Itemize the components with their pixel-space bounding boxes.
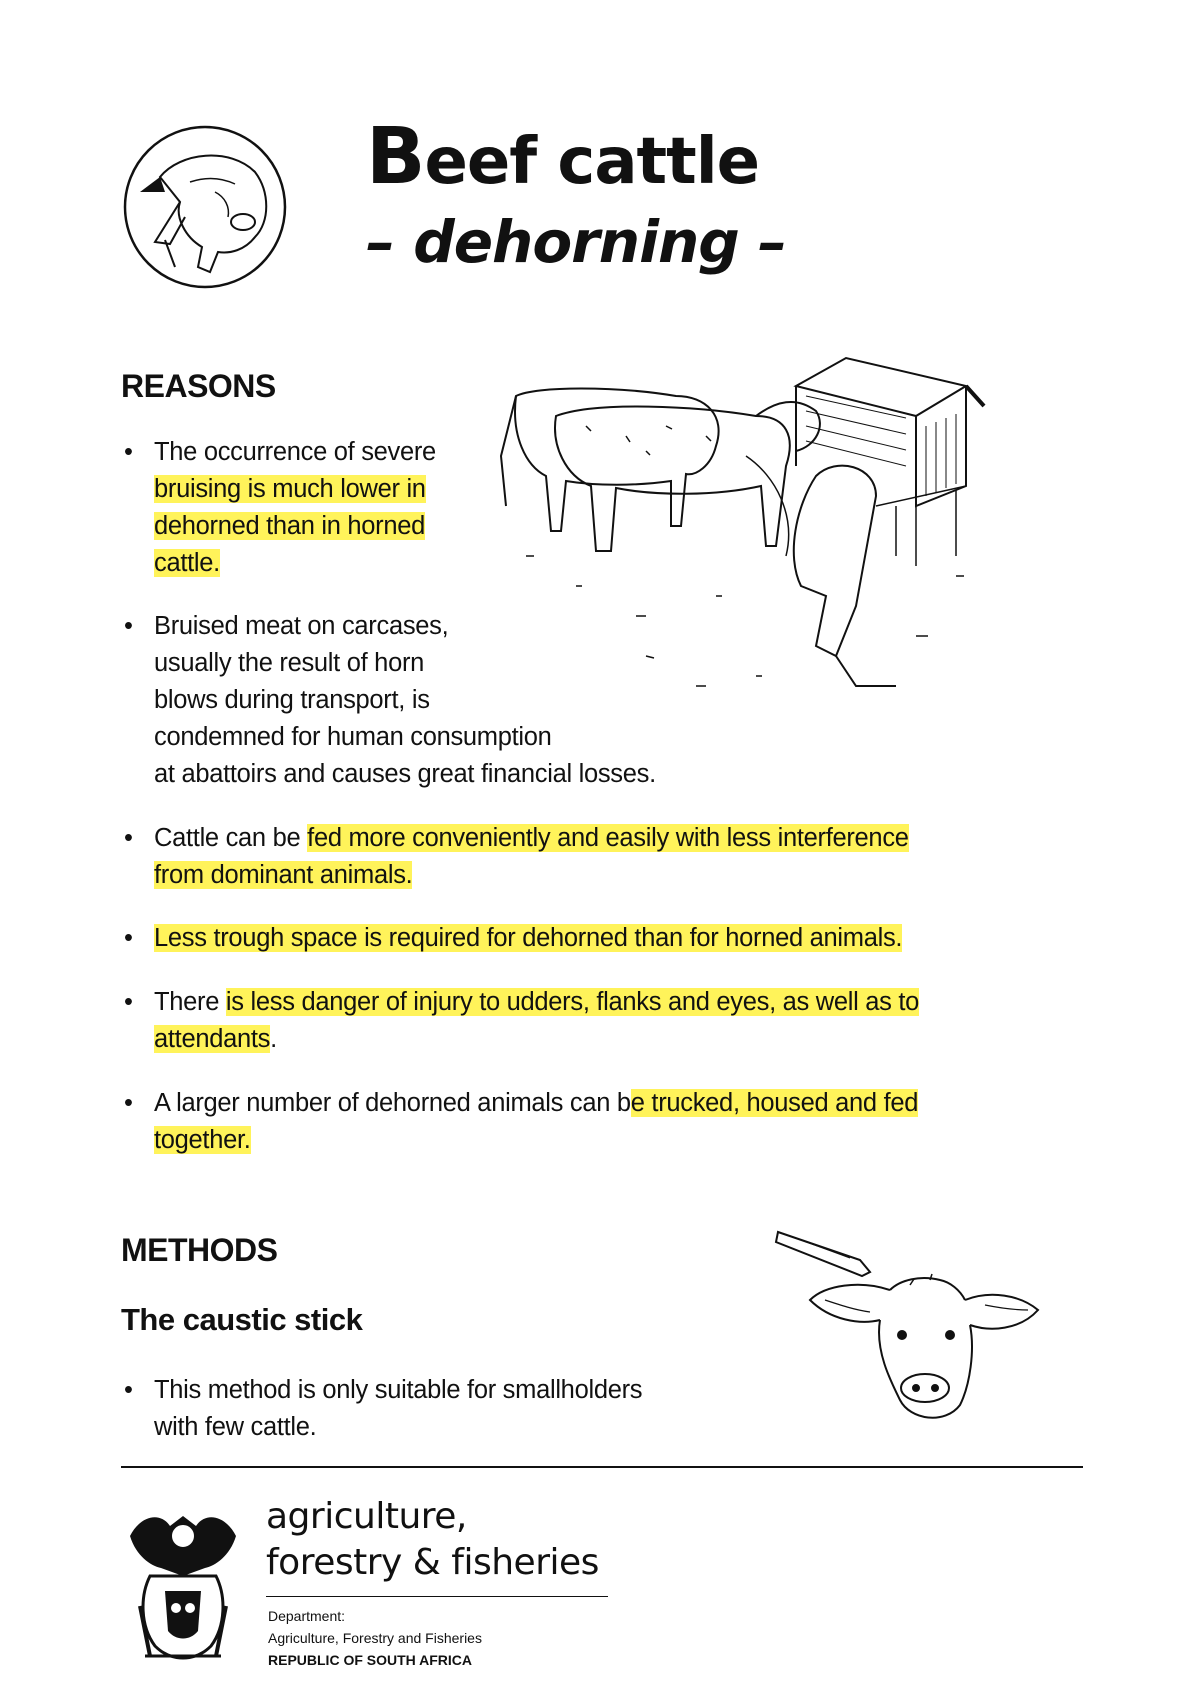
department-name-line-1: agriculture, <box>266 1496 467 1537</box>
bullet-icon: • <box>124 612 133 640</box>
department-divider <box>266 1596 608 1597</box>
title-rest: eef cattle <box>424 125 760 199</box>
department-name-line-2: forestry & fisheries <box>266 1542 599 1583</box>
bullet-line: Bruised meat on carcases, <box>154 612 449 640</box>
bullet-icon: • <box>124 1376 133 1404</box>
bullet-line: Cattle can be fed more conveniently and easily with less interference <box>154 824 909 852</box>
methods-heading: METHODS <box>121 1232 278 1268</box>
bullet-icon: • <box>124 924 133 952</box>
page-title <box>366 112 759 202</box>
reason-bullet-1 <box>124 434 436 582</box>
method-bullet-1 <box>124 1372 643 1446</box>
bullet-icon: • <box>124 988 133 1016</box>
reason-bullet-4 <box>124 920 903 957</box>
bullet-line: The occurrence of severe <box>154 438 436 466</box>
cattle-at-feeder-illustration <box>496 356 1072 702</box>
footer-divider <box>121 1466 1083 1468</box>
bullet-line: from dominant animals. <box>154 861 413 889</box>
bullet-line: dehorned than in horned <box>154 512 425 540</box>
bullet-line: This method is only suitable for smallholders <box>154 1376 643 1404</box>
coat-of-arms-icon <box>120 1506 246 1664</box>
bullet-line: attendants. <box>154 1025 277 1053</box>
reason-bullet-5 <box>124 984 920 1058</box>
bullet-line: Less trough space is required for dehorned than for horned animals. <box>154 924 903 952</box>
bullet-icon: • <box>124 1089 133 1117</box>
bullet-line: cattle. <box>154 549 220 577</box>
bullet-icon: • <box>124 824 133 852</box>
bullet-icon: • <box>124 438 133 466</box>
country-name: REPUBLIC OF SOUTH AFRICA <box>268 1652 473 1668</box>
calf-caustic-stick-illustration <box>770 1220 1080 1430</box>
bullet-line: together. <box>154 1126 251 1154</box>
bullet-line: usually the result of horn <box>154 649 425 677</box>
bullet-line: A larger number of dehorned animals can be trucked, housed and fed <box>154 1089 919 1117</box>
department-full-name: Agriculture, Forestry and Fisheries <box>268 1630 482 1646</box>
department-label: Department: <box>268 1608 346 1624</box>
reasons-heading: REASONS <box>121 368 276 404</box>
bullet-line: blows during transport, is <box>154 686 430 714</box>
bullet-line: condemned for human consumption <box>154 723 552 751</box>
bullet-line: at abattoirs and causes great financial losses. <box>154 760 656 788</box>
reason-bullet-3 <box>124 820 909 894</box>
bullet-line: There is less danger of injury to udders, flanks and eyes, as well as to <box>154 988 920 1016</box>
bull-head-logo-icon <box>120 122 290 292</box>
page-subtitle: – dehorning – <box>366 208 786 276</box>
bullet-line: with few cattle. <box>154 1413 317 1441</box>
caustic-stick-heading: The caustic stick <box>121 1302 363 1337</box>
reason-bullet-6 <box>124 1085 919 1159</box>
title-drop-letter: B <box>366 112 425 202</box>
bullet-line: bruising is much lower in <box>154 475 426 503</box>
